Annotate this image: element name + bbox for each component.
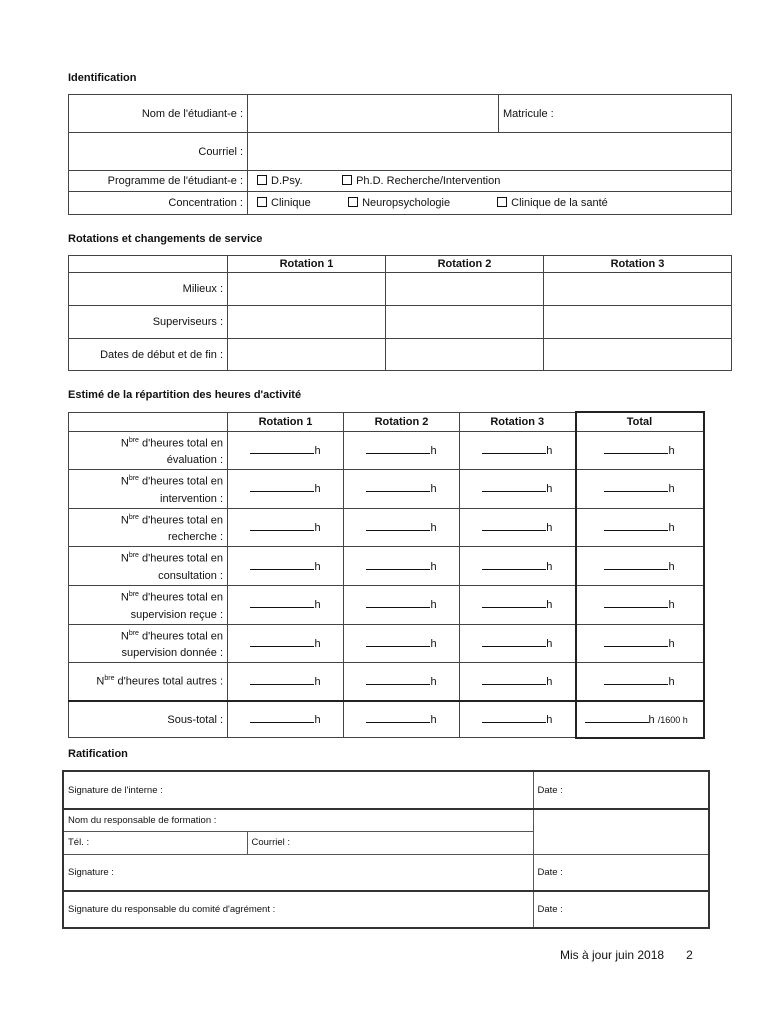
matricule-field[interactable] [499, 95, 732, 133]
checkbox-icon [257, 197, 267, 207]
identification-table [68, 94, 732, 215]
dates-field-3[interactable] [544, 339, 732, 371]
heures-header-2: Rotation 2 [344, 412, 460, 431]
ratification-table [62, 770, 710, 929]
hours-input[interactable]: h [228, 431, 344, 470]
heures-header-3: Rotation 3 [460, 412, 576, 431]
rotations-header-2: Rotation 2 [386, 256, 544, 273]
checkbox-icon [497, 197, 507, 207]
hours-input[interactable]: h [460, 431, 576, 470]
courriel-field[interactable] [248, 133, 732, 171]
superviseurs-label: Superviseurs : [69, 306, 228, 339]
heures-row-label: $N^{bre}$ d'heures total en supervision reçue : [69, 586, 228, 625]
courriel-responsable-field[interactable] [247, 831, 533, 854]
heures-row-label: $N^{bre}$ d'heures total en supervision donnée : [69, 624, 228, 663]
hours-input[interactable]: h [460, 663, 576, 701]
heures-header-1: Rotation 1 [228, 412, 344, 431]
signature-comite-label: Signature du responsable du comité d'agrément : [68, 904, 276, 915]
hours-input[interactable]: h [460, 470, 576, 509]
rotations-header-3: Rotation 3 [544, 256, 732, 273]
hours-input[interactable]: h [344, 586, 460, 625]
courriel-label: Courriel : [69, 133, 248, 171]
tel-field[interactable] [63, 831, 247, 854]
footer-updated: Mis à jour juin 2018 [560, 948, 665, 962]
hours-total-input[interactable]: h [576, 586, 704, 625]
hours-total-input[interactable]: h [576, 624, 704, 663]
hours-total-input[interactable]: h [576, 508, 704, 547]
courriel-responsable-label: Courriel : [251, 837, 291, 848]
date-label: Date : [537, 866, 563, 878]
programme-label: Programme de l'étudiant-e : [69, 171, 248, 192]
section-title-identification: Identification [68, 72, 137, 84]
programme-option-phd[interactable]: Ph.D. Recherche/Intervention [342, 175, 500, 187]
dates-field-2[interactable] [386, 339, 544, 371]
date-label: Date : [537, 904, 563, 915]
soustotal-input[interactable]: h [344, 701, 460, 738]
page-number: 2 [686, 948, 693, 962]
max-total-note: /1600 h [657, 714, 688, 725]
rotations-corner [69, 256, 228, 273]
hours-total-input[interactable]: h [576, 547, 704, 586]
hours-input[interactable]: h [228, 508, 344, 547]
heures-header-total: Total [576, 412, 704, 431]
dates-label: Dates de début et de fin : [69, 339, 228, 371]
signature-interne-label: Signature de l'interne : [68, 784, 163, 796]
heures-table [68, 411, 705, 739]
soustotal-total-input[interactable]: h /1600 h [576, 701, 704, 738]
hours-input[interactable]: h [344, 470, 460, 509]
section-title-heures: Estimé de la répartition des heures d'activité [68, 389, 302, 401]
milieux-field-2[interactable] [386, 273, 544, 306]
soustotal-input[interactable]: h [460, 701, 576, 738]
hours-input[interactable]: h [228, 586, 344, 625]
date-label: Date : [537, 784, 563, 796]
tel-label: Tél. : [68, 837, 90, 848]
concentration-option-clinique[interactable]: Clinique [257, 197, 345, 209]
section-title-rotations: Rotations et changements de service [68, 233, 263, 245]
superviseurs-field-1[interactable] [228, 306, 386, 339]
page-footer [560, 948, 693, 962]
hours-total-input[interactable]: h [576, 431, 704, 470]
checkbox-icon [257, 175, 267, 185]
milieux-field-1[interactable] [228, 273, 386, 306]
rotations-table [68, 255, 732, 371]
concentration-option-sante[interactable]: Clinique de la santé [497, 197, 608, 209]
nom-label: Nom de l'étudiant-e : [69, 95, 248, 133]
concentration-option-neuro[interactable]: Neuropsychologie [348, 197, 494, 209]
heures-corner [69, 412, 228, 431]
milieux-field-3[interactable] [544, 273, 732, 306]
hours-input[interactable]: h [344, 624, 460, 663]
checkbox-icon [348, 197, 358, 207]
hours-input[interactable]: h [460, 547, 576, 586]
nom-field[interactable] [248, 95, 499, 133]
hours-input[interactable]: h [460, 586, 576, 625]
heures-autres-label: $N^{bre}$ d'heures total autres : [69, 663, 228, 701]
hours-input[interactable]: h [460, 624, 576, 663]
hours-input[interactable]: h [344, 547, 460, 586]
section-title-ratification: Ratification [68, 748, 128, 760]
superviseurs-field-2[interactable] [386, 306, 544, 339]
hours-total-input[interactable]: h [576, 663, 704, 701]
concentration-label: Concentration : [69, 192, 248, 215]
milieux-label: Milieux : [69, 273, 228, 306]
superviseurs-field-3[interactable] [544, 306, 732, 339]
hours-total-input[interactable]: h [576, 470, 704, 509]
hours-input[interactable]: h [228, 624, 344, 663]
signature-label: Signature : [68, 866, 114, 878]
rotations-header-1: Rotation 1 [228, 256, 386, 273]
dates-field-1[interactable] [228, 339, 386, 371]
matricule-label: Matricule : [503, 107, 554, 120]
hours-input[interactable]: h [228, 470, 344, 509]
programme-option-dpsy[interactable]: D.Psy. [257, 175, 339, 187]
heures-row-label: $N^{bre}$ d'heures total en évaluation : [69, 431, 228, 470]
hours-input[interactable]: h [228, 547, 344, 586]
hours-input[interactable]: h [344, 508, 460, 547]
date-field-responsable[interactable] [533, 854, 709, 891]
soustotal-label: Sous-total : [69, 701, 228, 738]
date-field-comite[interactable] [533, 891, 709, 928]
hours-input[interactable]: h [344, 431, 460, 470]
signature-field[interactable] [63, 854, 533, 891]
signature-comite-field[interactable] [63, 891, 533, 928]
empty-cell [533, 809, 709, 854]
hours-input[interactable]: h [460, 508, 576, 547]
signature-interne-field[interactable] [63, 771, 533, 809]
soustotal-input[interactable]: h [228, 701, 344, 738]
responsable-label: Nom du responsable de formation : [68, 814, 217, 826]
hours-input[interactable]: h [228, 663, 344, 701]
heures-row-label: $N^{bre}$ d'heures total en recherche : [69, 508, 228, 547]
checkbox-icon [342, 175, 352, 185]
hours-input[interactable]: h [344, 663, 460, 701]
heures-row-label: $N^{bre}$ d'heures total en consultation : [69, 547, 228, 586]
responsable-field[interactable] [63, 809, 533, 831]
date-field-interne[interactable] [533, 771, 709, 809]
heures-row-label: $N^{bre}$ d'heures total en intervention : [69, 470, 228, 509]
